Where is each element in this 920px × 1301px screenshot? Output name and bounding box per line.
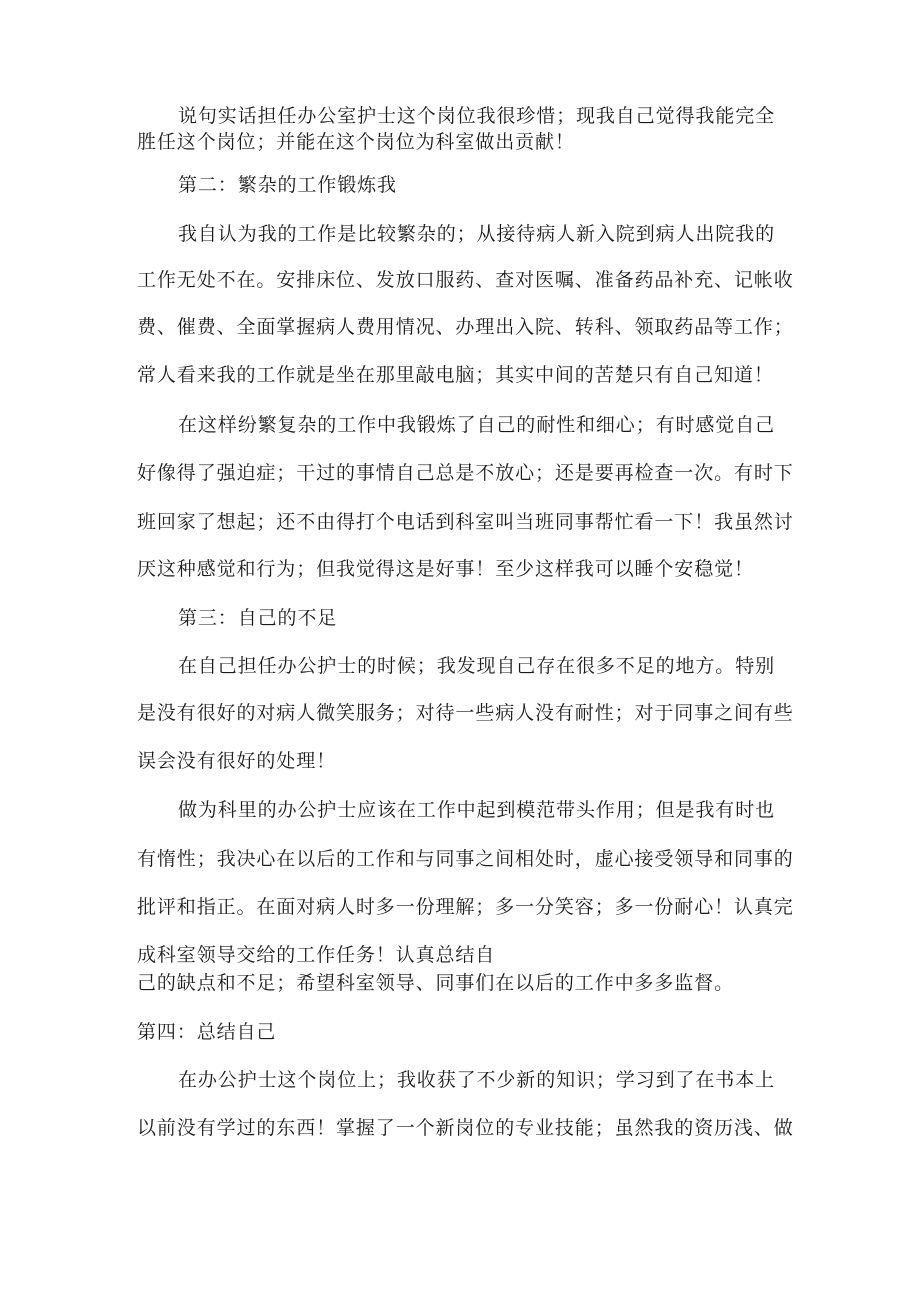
text-line: 有惰性；我决心在以后的工作和与同事之间相处时，虚心接受领导和同事的 (137, 848, 794, 870)
section-heading: 第三：自己的不足 (178, 607, 338, 629)
section-heading: 第二：繁杂的工作锻炼我 (178, 174, 397, 196)
text-line: 成科室领导交给的工作任务！认真总结自 (137, 944, 496, 966)
text-line: 厌这种感觉和行为；但我觉得这是好事！至少这样我可以睡个安稳觉！ (137, 558, 754, 580)
text-line: 是没有很好的对病人微笑服务；对待一些病人没有耐性；对于同事之间有些 (137, 702, 794, 724)
text-line: 说句实话担任办公室护士这个岗位我很珍惜；现我自己觉得我能完全 (178, 105, 776, 127)
text-line: 误会没有很好的处理！ (137, 750, 337, 772)
text-line: 胜任这个岗位；并能在这个岗位为科室做出贡献！ (137, 131, 575, 153)
text-line: 在自己担任办公护士的时候；我发现自己存在很多不足的地方。特别 (178, 655, 776, 677)
text-line: 班回家了想起；还不由得打个电话到科室叫当班同事帮忙看一下！我虽然讨 (137, 511, 794, 533)
text-line: 常人看来我的工作就是坐在那里敲电脑；其实中间的苦楚只有自己知道！ (137, 364, 774, 386)
section-heading: 第四：总结自己 (137, 1021, 277, 1043)
text-line: 在这样纷繁复杂的工作中我锻炼了自己的耐性和细心；有时感觉自己 (178, 414, 776, 436)
text-line: 费、催费、全面掌握病人费用情况、办理出入院、转科、领取药品等工作； (137, 316, 794, 338)
text-line: 做为科里的办公护士应该在工作中起到模范带头作用；但是我有时也 (178, 799, 776, 821)
text-line: 我自认为我的工作是比较繁杂的；从接待病人新入院到病人出院我的 (178, 223, 776, 245)
text-line: 批评和指正。在面对病人时多一份理解；多一分笑容；多一份耐心！认真完 (137, 896, 794, 918)
text-line: 以前没有学过的东西！掌握了一个新岗位的专业技能；虽然我的资历浅、做 (137, 1117, 794, 1139)
text-line: 在办公护士这个岗位上；我收获了不少新的知识；学习到了在书本上 (178, 1069, 776, 1091)
text-line: 己的缺点和不足；希望科室领导、同事们在以后的工作中多多监督。 (137, 972, 735, 994)
text-line: 好像得了强迫症；干过的事情自己总是不放心；还是要再检查一次。有时下 (137, 462, 794, 484)
text-line: 工作无处不在。安排床位、发放口服药、查对医嘱、准备药品补充、记帐收 (137, 269, 794, 291)
